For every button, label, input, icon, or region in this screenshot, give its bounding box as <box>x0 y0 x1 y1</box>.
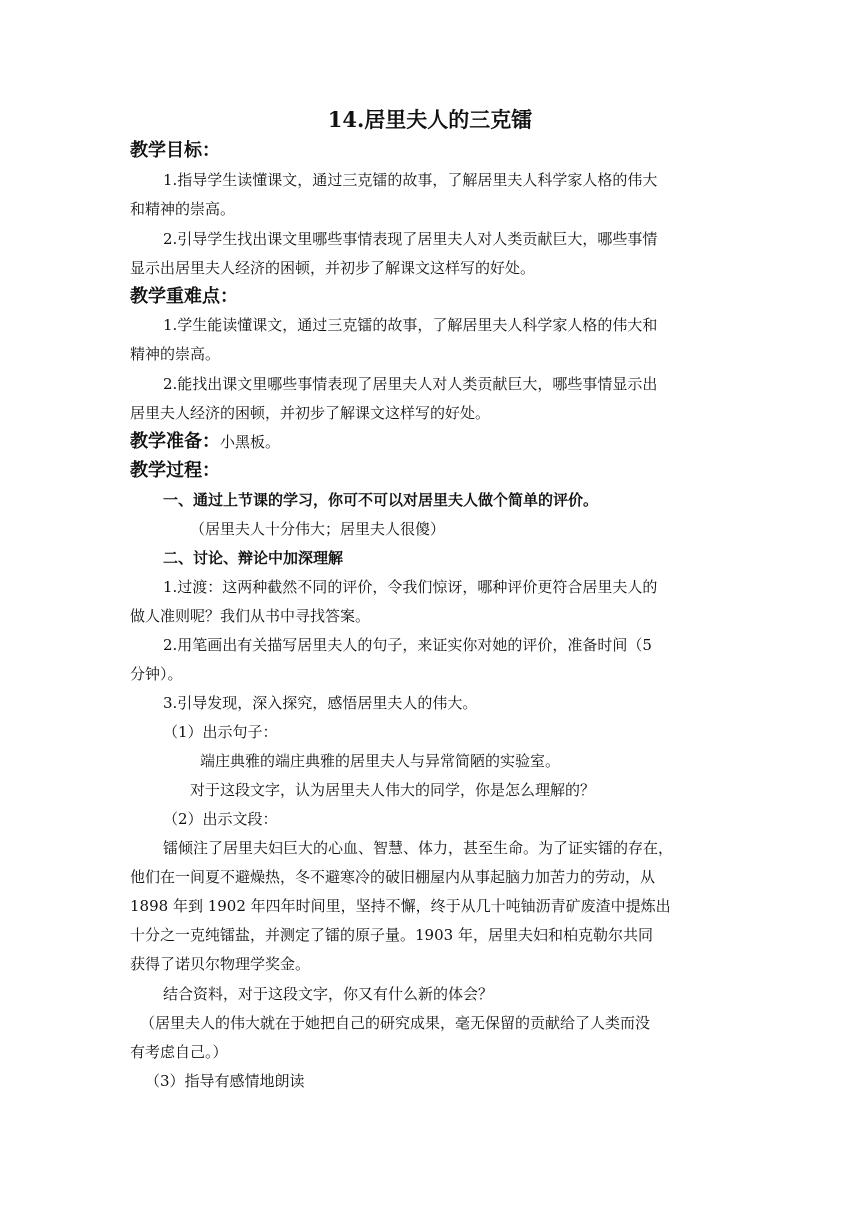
process-line: 他们在一间夏不避燥热，冬不避寒冷的破旧棚屋内从事起脑力加苦力的劳动，从 <box>130 868 656 886</box>
process-line: （居里夫人的伟大就在于她把自己的研究成果，毫无保留的贡献给了人类而没 <box>140 1014 651 1032</box>
process-line: 对于这段文字，认为居里夫人伟大的同学，你是怎么理解的？ <box>190 781 596 799</box>
preparation-label: 教学准备： <box>130 431 220 452</box>
process-line: 端庄典雅的端庄典雅的居里夫人与异常简陋的实验室。 <box>200 752 561 770</box>
process-section-heading: 二、讨论、辩论中加深理解 <box>163 549 344 567</box>
key-points-line: 精神的崇高。 <box>130 345 221 363</box>
key-points-line: 居里夫人经济的困顿，并初步了解课文这样写的好处。 <box>130 404 491 422</box>
process-line: 有考虑自己。） <box>130 1043 228 1061</box>
process-line: 3.引导发现，深入探究，感悟居里夫人的伟大。 <box>163 694 478 712</box>
process-line: （2）出示文段： <box>163 810 278 828</box>
process-line: 做人准则呢？我们从书中寻找答案。 <box>130 607 371 625</box>
objectives-line: 1.指导学生读懂课文，通过三克镭的故事，了解居里夫人科学家人格的伟大 <box>163 171 658 189</box>
objectives-line: 2.引导学生找出课文里哪些事情表现了居里夫人对人类贡献巨大，哪些事情 <box>163 230 658 248</box>
process-line: 镭倾注了居里夫妇巨大的心血、智慧、体力，甚至生命。为了证实镭的存在， <box>163 839 674 857</box>
process-line: 结合资料，对于这段文字，你又有什么新的体会？ <box>163 985 494 1003</box>
document-title: 14.居里夫人的三克镭 <box>327 107 533 132</box>
preparation-text: 小黑板。 <box>220 433 281 451</box>
objectives-heading: 教学目标： <box>130 140 220 161</box>
process-line: 1.过渡：这两种截然不同的评价，令我们惊讶，哪种评价更符合居里夫人的 <box>163 578 658 596</box>
process-line: （3）指导有感情地朗读 <box>145 1072 305 1090</box>
key-points-heading: 教学重难点： <box>130 286 238 307</box>
objectives-line: 显示出居里夫人经济的困顿，并初步了解课文这样写的好处。 <box>130 259 536 277</box>
preparation-heading <box>130 429 280 455</box>
process-line: 分钟）。 <box>130 665 183 683</box>
process-line: 十分之一克纯镭盐，并测定了镭的原子量。1903 年，居里夫妇和柏克勒尔共同 <box>130 926 653 944</box>
process-line: 2.用笔画出有关描写居里夫人的句子，来证实你对她的评价，准备时间（5 <box>163 636 652 654</box>
process-section-heading: 一、通过上节课的学习，你可不可以对居里夫人做个简单的评价。 <box>163 491 599 509</box>
objectives-line: 和精神的崇高。 <box>130 200 236 218</box>
process-line: 1898 年到 1902 年四年时间里，坚持不懈，终于从几十吨铀沥青矿废渣中提炼出 <box>130 897 671 915</box>
process-line: 获得了诺贝尔物理学奖金。 <box>130 955 311 973</box>
process-line: （1）出示句子： <box>163 723 278 741</box>
process-line: （居里夫人十分伟大；居里夫人很傻） <box>190 520 446 538</box>
key-points-line: 1.学生能读懂课文，通过三克镭的故事，了解居里夫人科学家人格的伟大和 <box>163 316 658 334</box>
key-points-line: 2.能找出课文里哪些事情表现了居里夫人对人类贡献巨大，哪些事情显示出 <box>163 375 658 393</box>
process-heading: 教学过程： <box>130 460 220 481</box>
